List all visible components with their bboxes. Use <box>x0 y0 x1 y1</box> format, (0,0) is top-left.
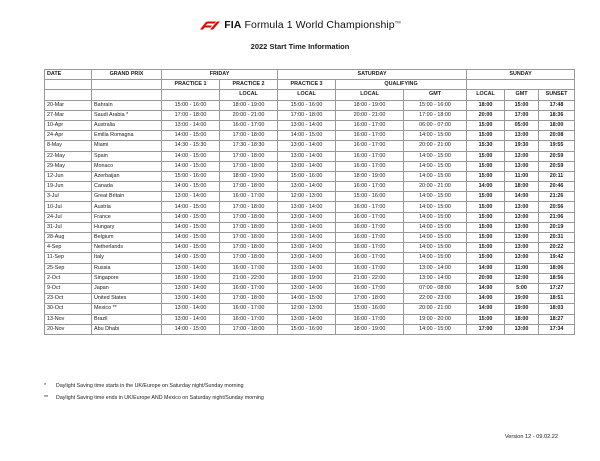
practice-1-cell: 14:30 - 15:30 <box>162 141 220 151</box>
blank-cell <box>45 80 92 90</box>
practice-2-cell: 16:00 - 17:00 <box>220 192 278 202</box>
sunset-cell: 18:27 <box>539 314 575 324</box>
practice-1-cell: 13:00 - 14:00 <box>162 192 220 202</box>
sunset-cell: 20:22 <box>539 243 575 253</box>
grand-prix-cell: United States <box>92 294 162 304</box>
blank-cell <box>467 80 575 90</box>
header-row-sessions <box>45 80 575 90</box>
practice-1-cell: 14:00 - 15:00 <box>162 151 220 161</box>
header-row-units <box>45 90 575 100</box>
qualifying-gmt-cell: 14:00 - 15:00 <box>404 222 467 232</box>
table-row <box>45 273 575 283</box>
table-row <box>45 304 575 314</box>
grand-prix-cell: Bahrain <box>92 100 162 110</box>
qualifying-local-cell: 20:00 - 21:00 <box>336 110 404 120</box>
table-row <box>45 100 575 110</box>
practice-2-cell: 16:00 - 17:00 <box>220 283 278 293</box>
table-row <box>45 243 575 253</box>
race-gmt-cell: 18:00 <box>505 182 539 192</box>
qualifying-gmt-cell: 13:00 - 14:00 <box>404 263 467 273</box>
qualifying-gmt-cell: 14:00 - 15:00 <box>404 131 467 141</box>
practice-1-cell: 14:00 - 15:00 <box>162 212 220 222</box>
table-row <box>45 110 575 120</box>
sunset-cell: 21:06 <box>539 212 575 222</box>
grand-prix-cell: Great Britain <box>92 192 162 202</box>
race-gmt-cell: 13:00 <box>505 243 539 253</box>
sunset-cell: 18:06 <box>539 263 575 273</box>
qualifying-gmt-cell: 17:00 - 18:00 <box>404 110 467 120</box>
race-gmt-cell: 13:00 <box>505 202 539 212</box>
table-row <box>45 263 575 273</box>
date-cell: 22-May <box>45 151 92 161</box>
brand-title <box>224 19 401 31</box>
race-gmt-cell: 13:00 <box>505 151 539 161</box>
qualifying-local-cell: 16:00 - 17:00 <box>336 233 404 243</box>
practice-3-cell: 13:00 - 14:00 <box>278 151 336 161</box>
blank-cell <box>92 90 162 100</box>
race-local-cell: 15:00 <box>467 253 505 263</box>
date-cell: 12-Jun <box>45 171 92 181</box>
grand-prix-cell: Mexico ** <box>92 304 162 314</box>
date-cell: 23-Oct <box>45 294 92 304</box>
race-local-cell: 15:30 <box>467 141 505 151</box>
sunset-cell: 20:46 <box>539 182 575 192</box>
race-gmt-cell: 13:00 <box>505 222 539 232</box>
practice-1-cell: 14:00 - 15:00 <box>162 222 220 232</box>
qualifying-local-cell: 16:00 - 17:00 <box>336 212 404 222</box>
practice-3-cell: 13:00 - 14:00 <box>278 212 336 222</box>
race-local-cell: 15:00 <box>467 171 505 181</box>
grand-prix-cell: Emilia Romagna <box>92 131 162 141</box>
sunset-cell: 21:26 <box>539 192 575 202</box>
col-saturday: SATURDAY <box>278 70 467 80</box>
sunset-cell: 20:31 <box>539 233 575 243</box>
qualifying-gmt-cell: 14:00 - 15:00 <box>404 233 467 243</box>
table-row <box>45 283 575 293</box>
race-local-cell: 15:00 <box>467 202 505 212</box>
race-local-cell: 14:00 <box>467 304 505 314</box>
blank-cell <box>45 90 92 100</box>
col-friday: FRIDAY <box>162 70 278 80</box>
table-row <box>45 202 575 212</box>
qualifying-local-cell: 16:00 - 17:00 <box>336 243 404 253</box>
blank-cell <box>162 90 220 100</box>
header <box>0 19 600 31</box>
grand-prix-cell: Singapore <box>92 273 162 283</box>
qualifying-local-cell: 16:00 - 17:00 <box>336 314 404 324</box>
practice-3-cell: 13:00 - 14:00 <box>278 161 336 171</box>
date-cell: 30-Oct <box>45 304 92 314</box>
practice-1-cell: 13:00 - 14:00 <box>162 294 220 304</box>
col-sun-gmt: GMT <box>505 90 539 100</box>
qualifying-gmt-cell: 13:00 - 14:00 <box>404 273 467 283</box>
table-row <box>45 120 575 130</box>
race-local-cell: 15:00 <box>467 212 505 222</box>
practice-3-cell: 15:00 - 16:00 <box>278 324 336 334</box>
practice-2-cell: 16:00 - 17:00 <box>220 314 278 324</box>
race-local-cell: 20:00 <box>467 110 505 120</box>
grand-prix-cell: Azerbaijan <box>92 171 162 181</box>
practice-1-cell: 14:00 - 15:00 <box>162 324 220 334</box>
practice-2-cell: 17:30 - 18:30 <box>220 141 278 151</box>
race-local-cell: 14:00 <box>467 294 505 304</box>
table-row <box>45 253 575 263</box>
sunset-cell: 17:48 <box>539 100 575 110</box>
race-local-cell: 18:00 <box>467 100 505 110</box>
date-cell: 29-May <box>45 161 92 171</box>
race-gmt-cell: 13:00 <box>505 212 539 222</box>
qualifying-local-cell: 16:00 - 17:00 <box>336 263 404 273</box>
qualifying-gmt-cell: 20:00 - 21:00 <box>404 182 467 192</box>
brand-name: Formula 1 World Championship <box>244 19 395 31</box>
grand-prix-cell: Canada <box>92 182 162 192</box>
practice-3-cell: 13:00 - 14:00 <box>278 243 336 253</box>
col-date: DATE <box>45 70 92 80</box>
practice-3-cell: 17:00 - 18:00 <box>278 110 336 120</box>
date-cell: 4-Sep <box>45 243 92 253</box>
practice-2-cell: 18:00 - 19:00 <box>220 100 278 110</box>
qualifying-gmt-cell: 14:00 - 15:00 <box>404 161 467 171</box>
qualifying-local-cell: 17:00 - 18:00 <box>336 294 404 304</box>
qualifying-gmt-cell: 14:00 - 15:00 <box>404 212 467 222</box>
qualifying-gmt-cell: 14:00 - 15:00 <box>404 192 467 202</box>
grand-prix-cell: Monaco <box>92 161 162 171</box>
sunset-cell: 20:11 <box>539 171 575 181</box>
sunset-cell: 19:42 <box>539 253 575 263</box>
qualifying-local-cell: 16:00 - 17:00 <box>336 131 404 141</box>
grand-prix-cell: Hungary <box>92 222 162 232</box>
schedule-table <box>44 69 575 335</box>
date-cell: 20-Mar <box>45 100 92 110</box>
col-qualifying: QUALIFYING <box>336 80 467 90</box>
qualifying-local-cell: 18:00 - 19:00 <box>336 324 404 334</box>
grand-prix-cell: Italy <box>92 253 162 263</box>
practice-2-cell: 17:00 - 18:00 <box>220 243 278 253</box>
race-local-cell: 15:00 <box>467 151 505 161</box>
qualifying-gmt-cell: 14:00 - 15:00 <box>404 171 467 181</box>
practice-1-cell: 17:00 - 18:00 <box>162 110 220 120</box>
race-gmt-cell: 13:00 <box>505 233 539 243</box>
date-cell: 19-Jun <box>45 182 92 192</box>
race-gmt-cell: 19:30 <box>505 141 539 151</box>
footnote <box>44 380 264 392</box>
practice-1-cell: 14:00 - 15:00 <box>162 253 220 263</box>
practice-2-cell: 21:00 - 22:00 <box>220 273 278 283</box>
race-local-cell: 17:00 <box>467 324 505 334</box>
race-local-cell: 14:00 <box>467 182 505 192</box>
practice-2-cell: 17:00 - 18:00 <box>220 202 278 212</box>
col-sat-gmt: GMT <box>404 90 467 100</box>
sunset-cell: 20:59 <box>539 161 575 171</box>
date-cell: 11-Sep <box>45 253 92 263</box>
sunset-cell: 20:19 <box>539 222 575 232</box>
practice-3-cell: 12:00 - 13:00 <box>278 192 336 202</box>
table-row <box>45 222 575 232</box>
table-row <box>45 324 575 334</box>
practice-3-cell: 13:00 - 14:00 <box>278 202 336 212</box>
table-row <box>45 141 575 151</box>
practice-3-cell: 13:00 - 14:00 <box>278 120 336 130</box>
qualifying-local-cell: 18:00 - 19:00 <box>336 100 404 110</box>
grand-prix-cell: Japan <box>92 283 162 293</box>
race-local-cell: 15:00 <box>467 161 505 171</box>
practice-3-cell: 13:00 - 14:00 <box>278 253 336 263</box>
qualifying-local-cell: 16:00 - 17:00 <box>336 151 404 161</box>
sunset-cell: 17:27 <box>539 283 575 293</box>
practice-2-cell: 17:00 - 18:00 <box>220 151 278 161</box>
practice-3-cell: 18:00 - 19:00 <box>278 273 336 283</box>
qualifying-gmt-cell: 15:00 - 16:00 <box>404 100 467 110</box>
qualifying-local-cell: 16:00 - 17:00 <box>336 202 404 212</box>
practice-1-cell: 14:00 - 15:00 <box>162 161 220 171</box>
grand-prix-cell: Saudi Arabia * <box>92 110 162 120</box>
practice-3-cell: 13:00 - 14:00 <box>278 263 336 273</box>
table-row <box>45 131 575 141</box>
brand-tm: TM <box>394 19 401 25</box>
qualifying-local-cell: 16:00 - 17:00 <box>336 120 404 130</box>
race-local-cell: 15:00 <box>467 243 505 253</box>
practice-1-cell: 15:00 - 16:00 <box>162 100 220 110</box>
header-row-groups <box>45 70 575 80</box>
race-local-cell: 15:00 <box>467 131 505 141</box>
sunset-cell: 18:00 <box>539 120 575 130</box>
practice-2-cell: 17:00 - 18:00 <box>220 182 278 192</box>
col-grand-prix: GRAND PRIX <box>92 70 162 80</box>
race-gmt-cell: 13:00 <box>505 161 539 171</box>
race-gmt-cell: 14:00 <box>505 192 539 202</box>
practice-3-cell: 13:00 - 14:00 <box>278 233 336 243</box>
table-row <box>45 294 575 304</box>
practice-1-cell: 13:00 - 14:00 <box>162 304 220 314</box>
sunset-cell: 20:56 <box>539 202 575 212</box>
sunset-cell: 17:34 <box>539 324 575 334</box>
race-local-cell: 15:00 <box>467 233 505 243</box>
qualifying-local-cell: 16:00 - 17:00 <box>336 141 404 151</box>
table-row <box>45 161 575 171</box>
col-sat-local: LOCAL <box>278 90 336 100</box>
date-cell: 13-Nov <box>45 314 92 324</box>
race-local-cell: 15:00 <box>467 192 505 202</box>
footnote <box>44 392 264 404</box>
race-gmt-cell: 11:00 <box>505 263 539 273</box>
race-gmt-cell: 19:00 <box>505 304 539 314</box>
race-gmt-cell: 18:00 <box>505 314 539 324</box>
qualifying-gmt-cell: 14:00 - 15:00 <box>404 253 467 263</box>
sunset-cell: 19:55 <box>539 141 575 151</box>
practice-3-cell: 13:00 - 14:00 <box>278 182 336 192</box>
footnote-text: Daylight Saving time ends in UK/Europe AND Mexico on Saturday night/Sunday morning <box>56 395 264 401</box>
practice-1-cell: 13:00 - 14:00 <box>162 314 220 324</box>
practice-2-cell: 17:00 - 18:00 <box>220 253 278 263</box>
grand-prix-cell: Austria <box>92 202 162 212</box>
practice-2-cell: 17:00 - 18:00 <box>220 222 278 232</box>
grand-prix-cell: Miami <box>92 141 162 151</box>
grand-prix-cell: Australia <box>92 120 162 130</box>
qualifying-gmt-cell: 14:00 - 15:00 <box>404 151 467 161</box>
practice-2-cell: 17:00 - 18:00 <box>220 212 278 222</box>
race-gmt-cell: 05:00 <box>505 120 539 130</box>
practice-2-cell: 20:00 - 21:00 <box>220 110 278 120</box>
blank-cell <box>92 80 162 90</box>
qualifying-gmt-cell: 20:00 - 21:00 <box>404 304 467 314</box>
practice-1-cell: 13:00 - 14:00 <box>162 120 220 130</box>
practice-1-cell: 14:00 - 15:00 <box>162 131 220 141</box>
practice-1-cell: 14:00 - 15:00 <box>162 233 220 243</box>
practice-3-cell: 13:00 - 14:00 <box>278 314 336 324</box>
practice-3-cell: 13:00 - 14:00 <box>278 283 336 293</box>
date-cell: 24-Apr <box>45 131 92 141</box>
brand-lockup <box>199 19 401 31</box>
grand-prix-cell: Russia <box>92 263 162 273</box>
practice-1-cell: 15:00 - 16:00 <box>162 171 220 181</box>
grand-prix-cell: Brazil <box>92 314 162 324</box>
qualifying-gmt-cell: 06:00 - 07:00 <box>404 120 467 130</box>
date-cell: 31-Jul <box>45 222 92 232</box>
date-cell: 9-Oct <box>45 283 92 293</box>
qualifying-local-cell: 15:00 - 16:00 <box>336 192 404 202</box>
col-fri-local: LOCAL <box>220 90 278 100</box>
practice-3-cell: 15:00 - 16:00 <box>278 100 336 110</box>
footnote-mark: * <box>44 383 47 389</box>
table-row <box>45 171 575 181</box>
sunset-cell: 20:59 <box>539 151 575 161</box>
date-cell: 2-Oct <box>45 273 92 283</box>
practice-2-cell: 17:00 - 18:00 <box>220 294 278 304</box>
qualifying-local-cell: 18:00 - 19:00 <box>336 171 404 181</box>
grand-prix-cell: Abu Dhabi <box>92 324 162 334</box>
race-local-cell: 15:00 <box>467 314 505 324</box>
sunset-cell: 18:56 <box>539 273 575 283</box>
practice-2-cell: 17:00 - 18:00 <box>220 161 278 171</box>
date-cell: 28-Aug <box>45 233 92 243</box>
date-cell: 24-Jul <box>45 212 92 222</box>
practice-1-cell: 14:00 - 15:00 <box>162 182 220 192</box>
race-local-cell: 15:00 <box>467 120 505 130</box>
col-sun-sunset: SUNSET <box>539 90 575 100</box>
document-title: 2022 Start Time Information <box>250 42 350 51</box>
qualifying-local-cell: 16:00 - 17:00 <box>336 253 404 263</box>
sunset-cell: 18:03 <box>539 304 575 314</box>
race-gmt-cell: 11:00 <box>505 171 539 181</box>
date-cell: 3-Jul <box>45 192 92 202</box>
practice-3-cell: 14:00 - 15:00 <box>278 131 336 141</box>
date-cell: 10-Jul <box>45 202 92 212</box>
grand-prix-cell: France <box>92 212 162 222</box>
version-label: Version 12 - 09.02.22 <box>504 434 558 440</box>
col-sunday: SUNDAY <box>467 70 575 80</box>
qualifying-gmt-cell: 19:00 - 20:00 <box>404 314 467 324</box>
col-practice-3: PRACTICE 3 <box>278 80 336 90</box>
qualifying-local-cell: 16:00 - 17:00 <box>336 283 404 293</box>
practice-2-cell: 18:00 - 19:00 <box>220 171 278 181</box>
table-row <box>45 233 575 243</box>
table-row <box>45 182 575 192</box>
race-gmt-cell: 19:00 <box>505 294 539 304</box>
qualifying-local-cell: 15:00 - 16:00 <box>336 304 404 314</box>
qualifying-gmt-cell: 14:00 - 15:00 <box>404 202 467 212</box>
qualifying-local-cell: 21:00 - 22:00 <box>336 273 404 283</box>
qualifying-local-cell: 16:00 - 17:00 <box>336 161 404 171</box>
race-local-cell: 14:00 <box>467 263 505 273</box>
footnote-text: Daylight Saving time starts in the UK/Europe on Saturday night/Sunday morning <box>56 383 244 389</box>
table-row <box>45 151 575 161</box>
schedule-body <box>45 100 575 334</box>
col-sat-local-2: LOCAL <box>336 90 404 100</box>
qualifying-gmt-cell: 07:00 - 08:00 <box>404 283 467 293</box>
date-cell: 10-Apr <box>45 120 92 130</box>
practice-3-cell: 14:00 - 15:00 <box>278 294 336 304</box>
race-gmt-cell: 5:00 <box>505 283 539 293</box>
practice-1-cell: 13:00 - 14:00 <box>162 263 220 273</box>
sunset-cell: 18:51 <box>539 294 575 304</box>
race-gmt-cell: 13:00 <box>505 131 539 141</box>
date-cell: 27-Mar <box>45 110 92 120</box>
race-gmt-cell: 13:00 <box>505 324 539 334</box>
qualifying-gmt-cell: 22:00 - 23:00 <box>404 294 467 304</box>
sunset-cell: 18:36 <box>539 110 575 120</box>
practice-2-cell: 17:00 - 18:00 <box>220 233 278 243</box>
footnotes <box>44 380 264 404</box>
date-cell: 8-May <box>45 141 92 151</box>
practice-2-cell: 16:00 - 17:00 <box>220 304 278 314</box>
race-local-cell: 14:00 <box>467 283 505 293</box>
sunset-cell: 20:08 <box>539 131 575 141</box>
footnote-mark: ** <box>44 395 49 401</box>
table-row <box>45 314 575 324</box>
practice-3-cell: 13:00 - 14:00 <box>278 222 336 232</box>
date-cell: 20-Nov <box>45 324 92 334</box>
qualifying-local-cell: 16:00 - 17:00 <box>336 222 404 232</box>
table-row <box>45 192 575 202</box>
grand-prix-cell: Spain <box>92 151 162 161</box>
practice-1-cell: 14:00 - 15:00 <box>162 202 220 212</box>
grand-prix-cell: Belgium <box>92 233 162 243</box>
grand-prix-cell: Netherlands <box>92 243 162 253</box>
col-practice-2: PRACTICE 2 <box>220 80 278 90</box>
race-gmt-cell: 17:00 <box>505 110 539 120</box>
practice-2-cell: 17:00 - 18:00 <box>220 324 278 334</box>
practice-1-cell: 14:00 - 15:00 <box>162 243 220 253</box>
qualifying-gmt-cell: 14:00 - 15:00 <box>404 243 467 253</box>
race-gmt-cell: 12:00 <box>505 273 539 283</box>
race-gmt-cell: 15:00 <box>505 100 539 110</box>
f1-logo-icon <box>199 21 221 30</box>
practice-2-cell: 16:00 - 17:00 <box>220 120 278 130</box>
qualifying-gmt-cell: 14:00 - 15:00 <box>404 324 467 334</box>
race-local-cell: 15:00 <box>467 222 505 232</box>
practice-2-cell: 16:00 - 17:00 <box>220 263 278 273</box>
qualifying-local-cell: 16:00 - 17:00 <box>336 182 404 192</box>
practice-1-cell: 13:00 - 14:00 <box>162 283 220 293</box>
qualifying-gmt-cell: 20:00 - 21:00 <box>404 141 467 151</box>
practice-3-cell: 12:00 - 13:00 <box>278 304 336 314</box>
brand-fia: FIA <box>224 19 242 31</box>
practice-1-cell: 18:00 - 19:00 <box>162 273 220 283</box>
practice-2-cell: 17:00 - 18:00 <box>220 131 278 141</box>
col-practice-1: PRACTICE 1 <box>162 80 220 90</box>
practice-3-cell: 15:00 - 16:00 <box>278 171 336 181</box>
race-local-cell: 20:00 <box>467 273 505 283</box>
date-cell: 25-Sep <box>45 263 92 273</box>
practice-3-cell: 13:00 - 14:00 <box>278 141 336 151</box>
race-gmt-cell: 13:00 <box>505 253 539 263</box>
col-sun-local: LOCAL <box>467 90 505 100</box>
table-row <box>45 212 575 222</box>
